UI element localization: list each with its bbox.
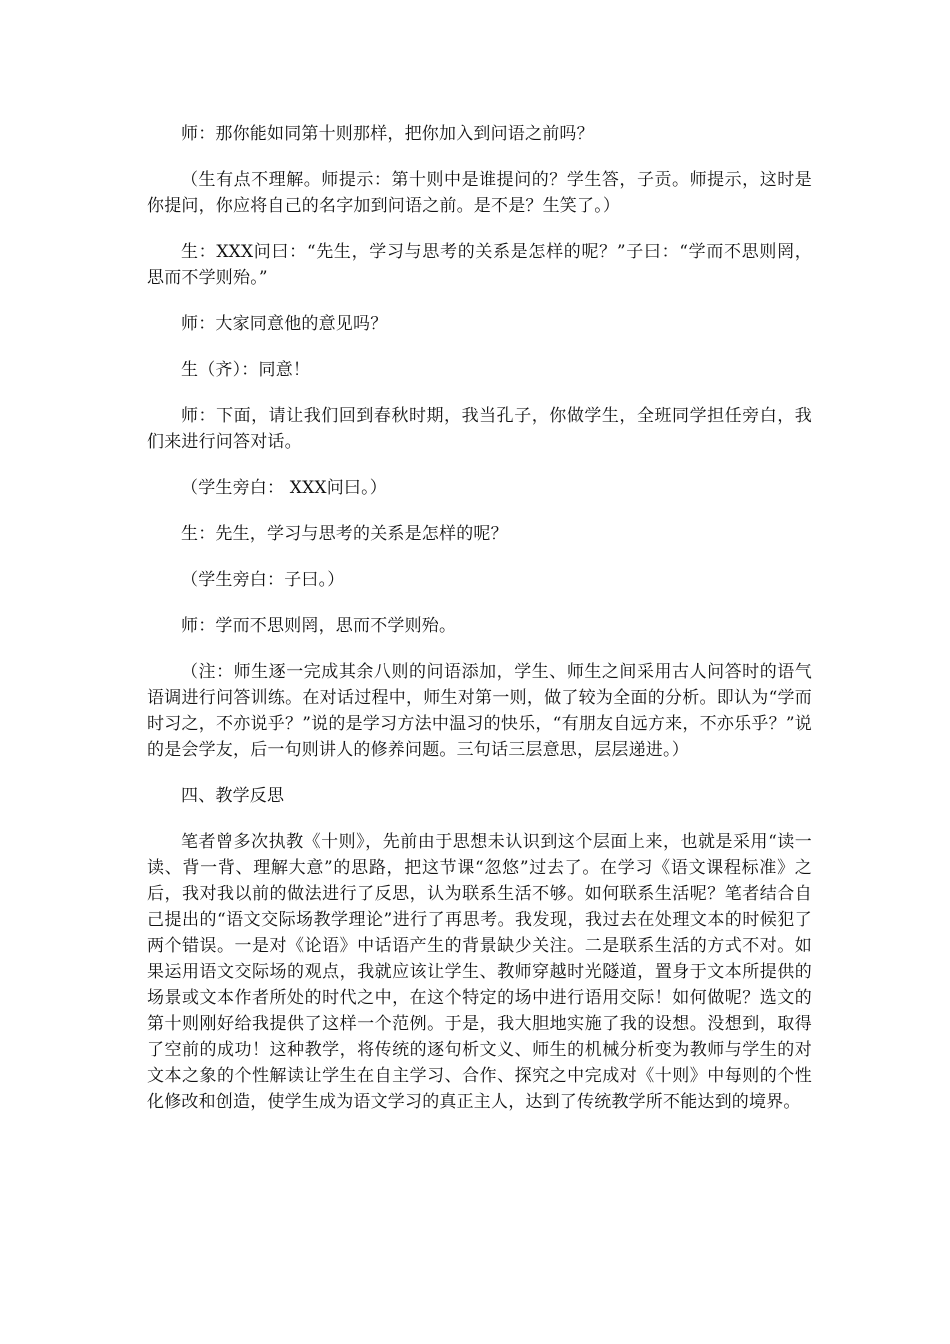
paragraph-teacher-agree-question: 师：大家同意他的意见吗？ [181,314,388,334]
paragraph-student-question: 生：先生，学习与思考的关系是怎样的呢？ [181,524,508,544]
paragraph-students-agree: 生（齐）：同意！ [181,360,311,380]
paragraph-teacher-answer: 师：学而不思则罔，思而不学则殆。 [181,616,457,636]
document-body [147,121,812,1135]
paragraph-student-answer: 生：XXX问曰：“先生，学习与思考的关系是怎样的呢？”子曰：“学而不思则罔，思而不学则殆。” [147,242,812,288]
section-heading-reflection: 四、教学反思 [181,786,285,806]
paragraph-student-confusion-note: （生有点不理解。师提示：第十则中是谁提问的？学生答，子贡。师提示，这时是你提问，你应将自己的名字加到问语之前。是不是？生笑了。） [147,170,812,216]
paragraph-narration-2: （学生旁白：子曰。） [181,570,345,590]
paragraph-teacher-roleplay-intro: 师：下面，请让我们回到春秋时期，我当孔子，你做学生，全班同学担任旁白，我们来进行问答对话。 [147,406,812,452]
paragraph-reflection-body: 笔者曾多次执教《十则》，先前由于思想未认识到这个层面上来，也就是采用“读一读、背一背、理解大意”的思路，把这节课“忽悠”过去了。在学习《语文课程标准》之后，我对我以前的做法进行了反思，认为联系生活不够。如何联系生活呢？笔者结合自己提出的“语文交际场教学理论”进行了再思考。我发现，我过去在处理文本的时候犯了两个错误。一是对《论语》中话语产生的背景缺少关注。二是联系生活的方式不对。如果运用语文交际场的观点，我就应该让学生、教师穿越时光隧道，置身于文本所提供的场景或文本作者所处的时代之中，在这个特定的场中进行语用交际！如何做呢？选文的第十则刚好给我提供了这样一个范例。于是，我大胆地实施了我的设想。没想到，取得了空前的成功！这种教学，将传统的逐句析文义、师生的机械分析变为教师与学生的对文本之象的个性解读让学生在自主学习、合作、探究之中完成对《十则》中每则的个性化修改和创造，使学生成为语文学习的真正主人，达到了传统教学所不能达到的境界。 [147,832,812,1112]
paragraph-annotation-note: （注：师生逐一完成其余八则的问语添加，学生、师生之间采用古人问答时的语气语调进行问答训练。在对话过程中，师生对第一则，做了较为全面的分析。即认为“学而时习之，不亦说乎？”说的是学习方法中温习的快乐，“有朋友自远方来，不亦乐乎？”说的是会学友，后一句则讲人的修养问题。三句话三层意思，层层递进。） [147,662,812,760]
paragraph-teacher-question: 师：那你能如同第十则那样，把你加入到问语之前吗？ [181,124,594,144]
paragraph-narration-1: （学生旁白： XXX问曰。） [181,478,388,498]
